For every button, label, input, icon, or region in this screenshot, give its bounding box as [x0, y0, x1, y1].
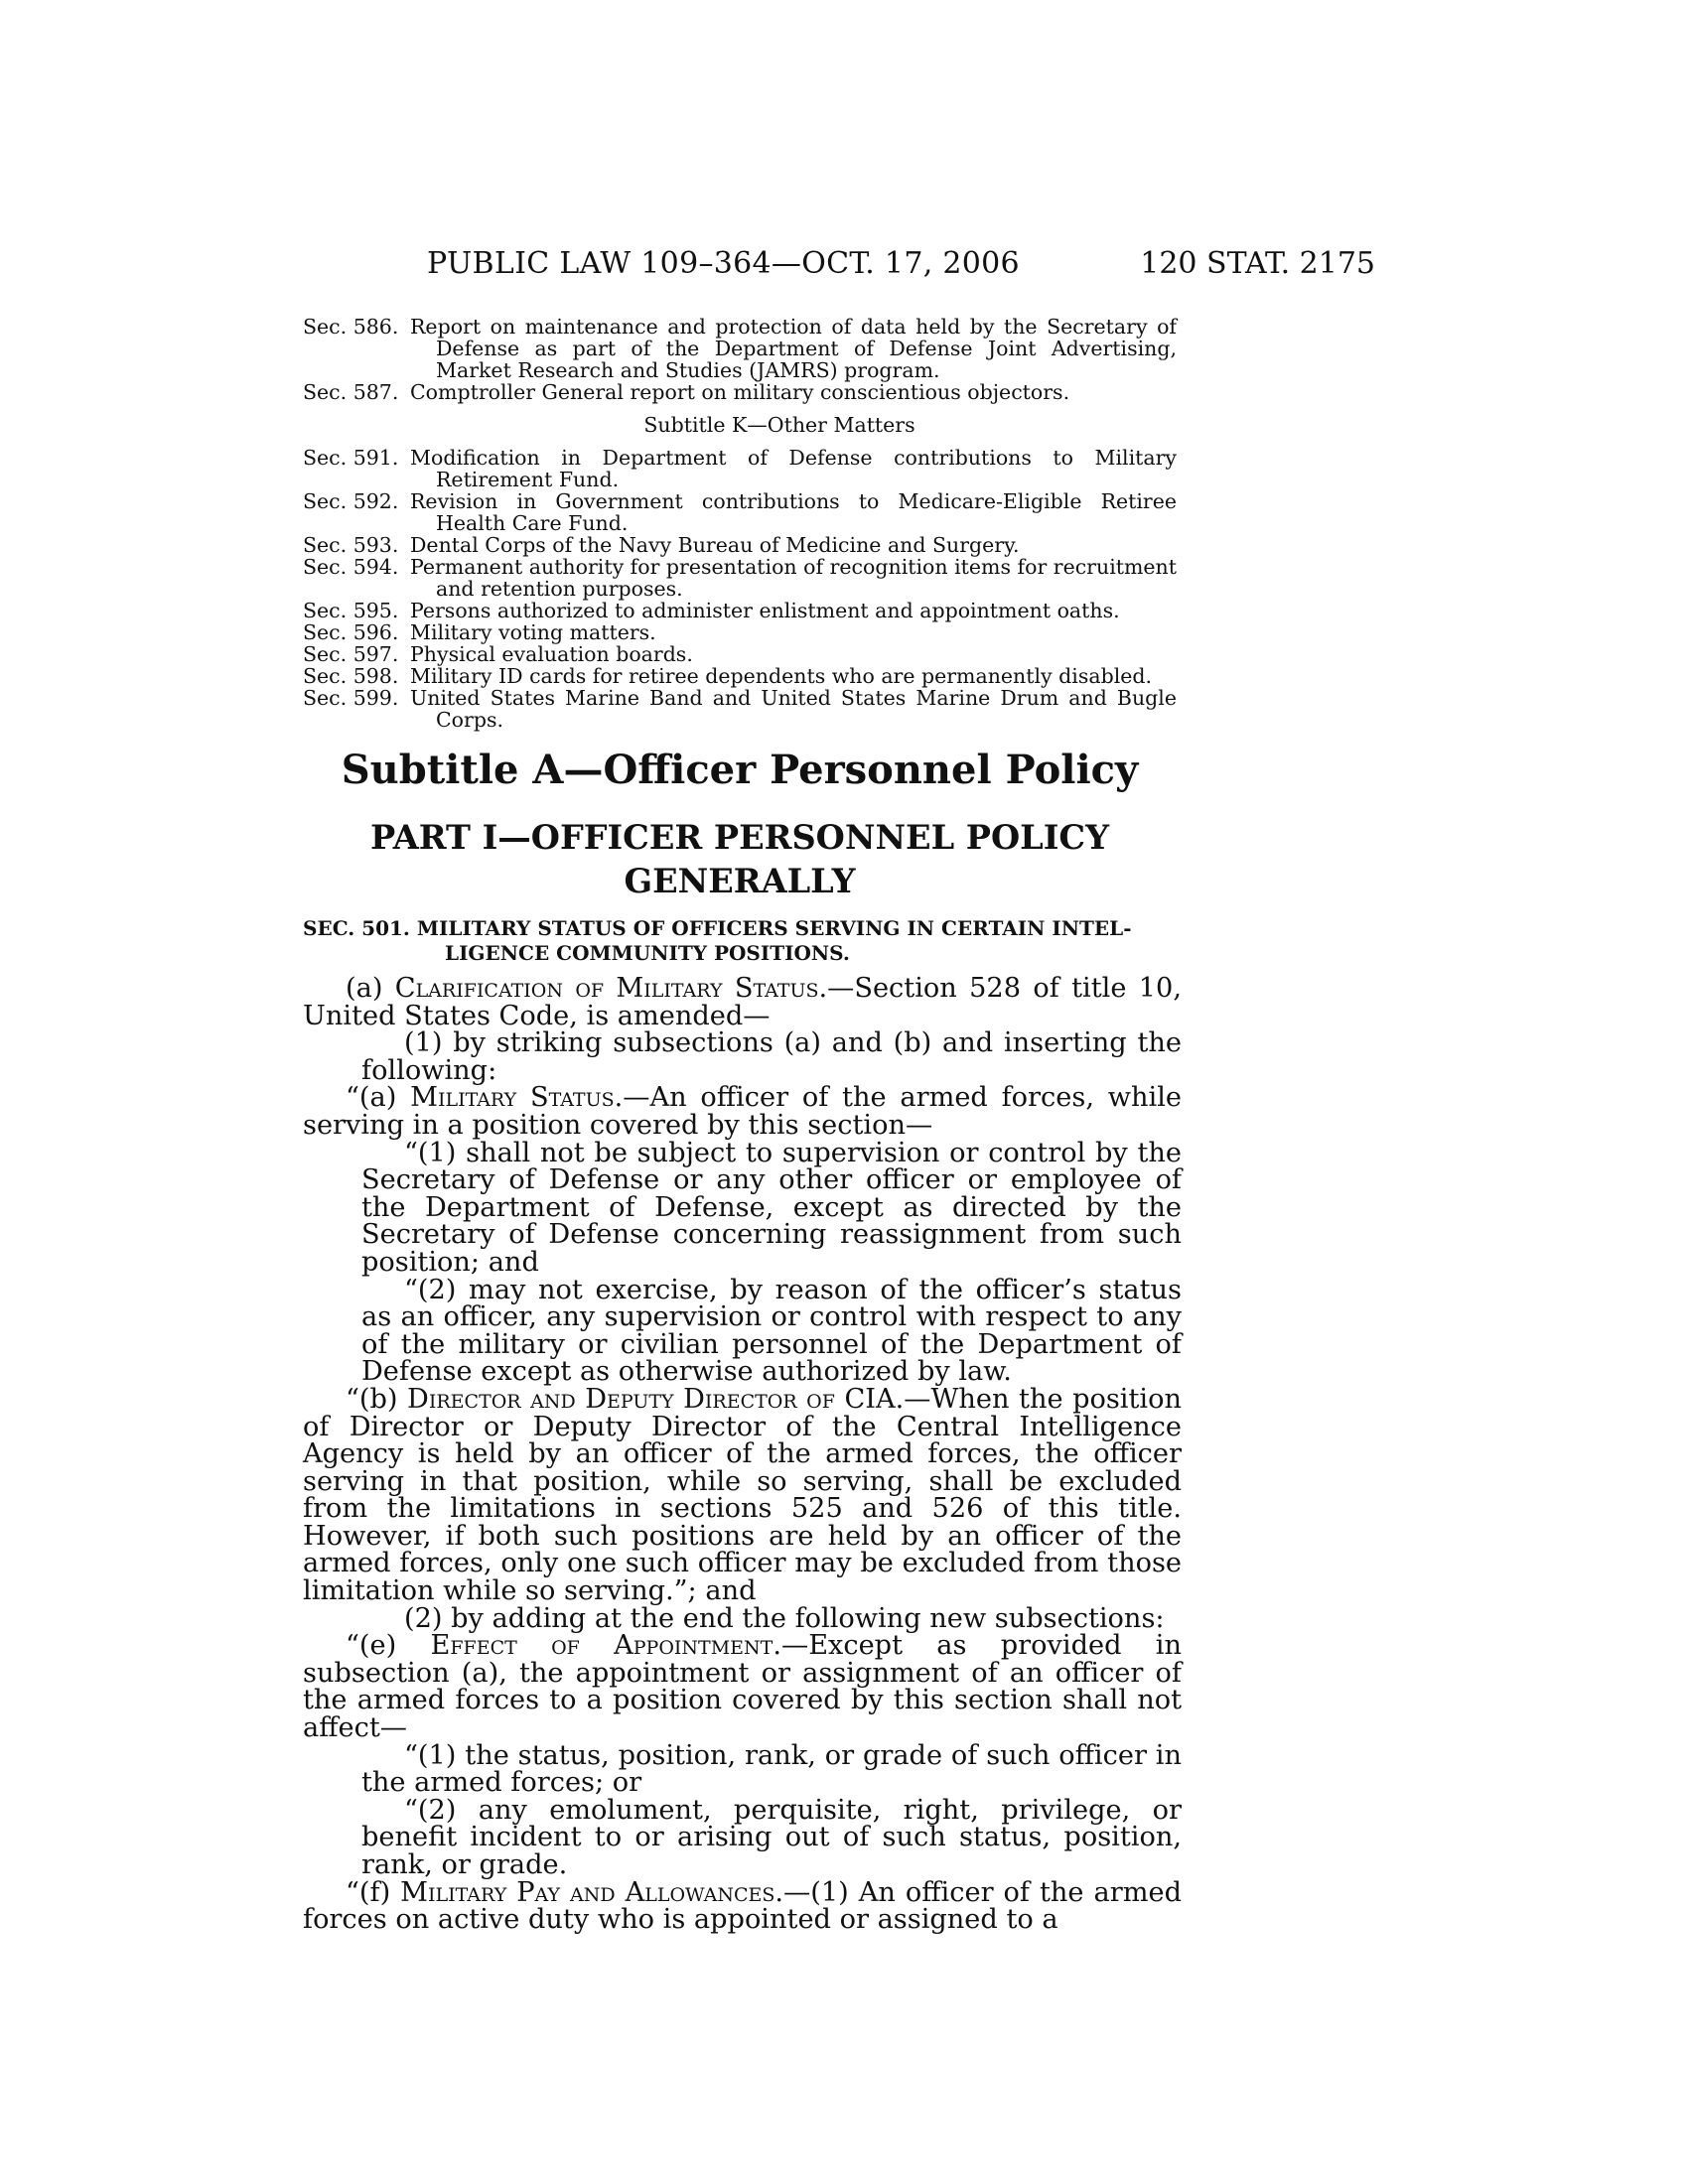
toc-entry-number: Sec. 587.	[303, 380, 399, 404]
paragraph-quoted-a	[303, 1084, 1182, 1139]
paragraph-heading: Director and Deputy Director of CIA	[407, 1383, 896, 1415]
paragraph-quoted-e-2: “(2) any emolument, perquisite, right, privilege, or benefit incident to or arising out of such status, position, rank, or grade.	[361, 1794, 1182, 1880]
paragraph-1: (1) by striking subsections (a) and (b) and inserting the following:	[361, 1027, 1182, 1086]
paragraph-lead: (a)	[346, 973, 395, 1004]
toc-subtitle-k: Subtitle K—Other Matters	[643, 413, 915, 437]
toc-entry-text: Physical evaluation boards.	[410, 642, 693, 666]
toc-entry	[303, 621, 1177, 643]
toc-entry	[303, 381, 1177, 403]
paragraph-heading: Clarification of Military Status	[394, 973, 819, 1004]
paragraph-quoted-a-1: “(1) shall not be subject to supervision or control by the Secretary of Defense or any other officer or employee of the Department of Defense, except as directed by the Secretary of Defense concerning reassignment from such position; and	[361, 1137, 1182, 1278]
paragraph-2: (2) by adding at the end the following new subsections:	[404, 1602, 1165, 1634]
paragraph-heading: Military Pay and Allowances	[400, 1876, 775, 1908]
toc-entry-number: Sec. 597.	[303, 642, 399, 666]
part-i-heading-line1: PART I—OFFICER PERSONNEL POLICY	[370, 818, 1109, 857]
section-heading-line2: LIGENCE COMMUNITY POSITIONS.	[445, 941, 850, 965]
toc-entry	[303, 316, 1177, 381]
toc-entry-text: Dental Corps of the Navy Bureau of Medicine and Surgery.	[410, 533, 1020, 557]
paragraph-quoted-a-2: “(2) may not exercise, by reason of the officer’s status as an officer, any supervision or control with respect to any of the military or civilian personnel of the Department of Defense except as otherwise authorized by law.	[361, 1274, 1182, 1388]
toc-entry	[303, 600, 1177, 621]
paragraph-text: .—An officer of the armed forces, while serving in a position covered by this section—	[303, 1082, 1182, 1141]
toc-entry-number: Sec. 592.	[303, 489, 399, 513]
paragraph-heading: Military Status	[410, 1082, 615, 1114]
toc-entry-text: Revision in Government contributions to Medicare-Eligible Retiree Health Care Fund.	[410, 489, 1177, 535]
subtitle-a-heading: Subtitle A—Officer Personnel Policy	[341, 747, 1139, 793]
toc-entry-number: Sec. 598.	[303, 664, 399, 688]
paragraph-lead: “(f)	[346, 1876, 401, 1908]
paragraph-text: .—Section 528 of title 10, United States Code, is amended—	[303, 973, 1182, 1031]
toc-entry-number: Sec. 596.	[303, 620, 399, 644]
paragraph-lead: “(e)	[346, 1630, 431, 1662]
toc-entry-number: Sec. 593.	[303, 533, 399, 557]
toc-entry-text: Comptroller General report on military conscientious objectors.	[410, 380, 1070, 404]
toc-entry-text: Military ID cards for retiree dependents who are permanently disabled.	[410, 664, 1153, 688]
section-body	[303, 975, 1182, 1934]
toc-entry	[303, 643, 1177, 665]
paragraph-lead: “(b)	[346, 1383, 408, 1415]
toc-entry-number: Sec. 595.	[303, 599, 399, 622]
section-501-heading	[303, 916, 1182, 966]
toc-entry-number: Sec. 591.	[303, 446, 399, 470]
toc-entry	[303, 665, 1177, 687]
paragraph-quoted-e-1: “(1) the status, position, rank, or grade of such officer in the armed forces; or	[361, 1739, 1182, 1799]
paragraph-a	[303, 975, 1182, 1029]
toc-entry-number: Sec. 586.	[303, 315, 399, 339]
paragraph-text: .—Except as provided in subsection (a), the appointment or assignment of an officer of the armed forces to a position covered by this section shall not affect—	[303, 1630, 1182, 1744]
toc-entry	[303, 556, 1177, 600]
paragraph-lead: “(a)	[346, 1082, 411, 1114]
toc-entry-text: Modification in Department of Defense contributions to Military Retirement Fund.	[410, 446, 1177, 491]
header-page-ref: 120 STAT. 2175	[1140, 246, 1375, 281]
toc-entry-text: United States Marine Band and United States Marine Drum and Bugle Corps.	[410, 686, 1177, 732]
paragraph-quoted-b	[303, 1383, 1182, 1607]
part-i-heading	[298, 816, 1182, 903]
toc-entry	[303, 534, 1177, 556]
toc-entry-number: Sec. 599.	[303, 686, 399, 710]
section-heading-line1: SEC. 501. MILITARY STATUS OF OFFICERS SERVING IN CERTAIN INTEL-	[303, 916, 1132, 940]
toc-entry	[303, 687, 1177, 731]
part-i-heading-line2: GENERALLY	[624, 862, 856, 900]
paragraph-quoted-f	[303, 1876, 1182, 1936]
paragraph-heading: Effect of Appointment	[430, 1630, 774, 1662]
table-of-contents	[303, 316, 1177, 731]
toc-entry	[303, 447, 1177, 490]
paragraph-quoted-e	[303, 1630, 1182, 1744]
paragraph-text: .—When the position of Director or Deputy Director of the Central Intelligence Agency is held by an officer of the armed forces, the officer serving in that position, while so serving, shall be excluded from the limitations in sections 525 and 526 of this title. However, if both such positions are held by an officer of the armed forces, only one such officer may be excluded from those limitation while so serving.”; and	[303, 1383, 1182, 1607]
running-header	[298, 246, 1375, 286]
header-title: PUBLIC LAW 109–364—OCT. 17, 2006	[427, 246, 1020, 281]
toc-entry-text: Report on maintenance and protection of data held by the Secretary of Defense as part of the Department of Defense Joint Advertising, Market Research and Studies (JAMRS) program.	[410, 315, 1177, 382]
toc-entry-text: Persons authorized to administer enlistment and appointment oaths.	[410, 599, 1120, 622]
paragraph-text: .—(1) An officer of the armed forces on active duty who is appointed or assigned to a	[303, 1876, 1182, 1936]
toc-entry-number: Sec. 594.	[303, 555, 399, 579]
toc-entry	[303, 490, 1177, 534]
toc-entry-text: Military voting matters.	[410, 620, 656, 644]
toc-entry-text: Permanent authority for presentation of recognition items for recruitment and retention purposes.	[410, 555, 1177, 601]
